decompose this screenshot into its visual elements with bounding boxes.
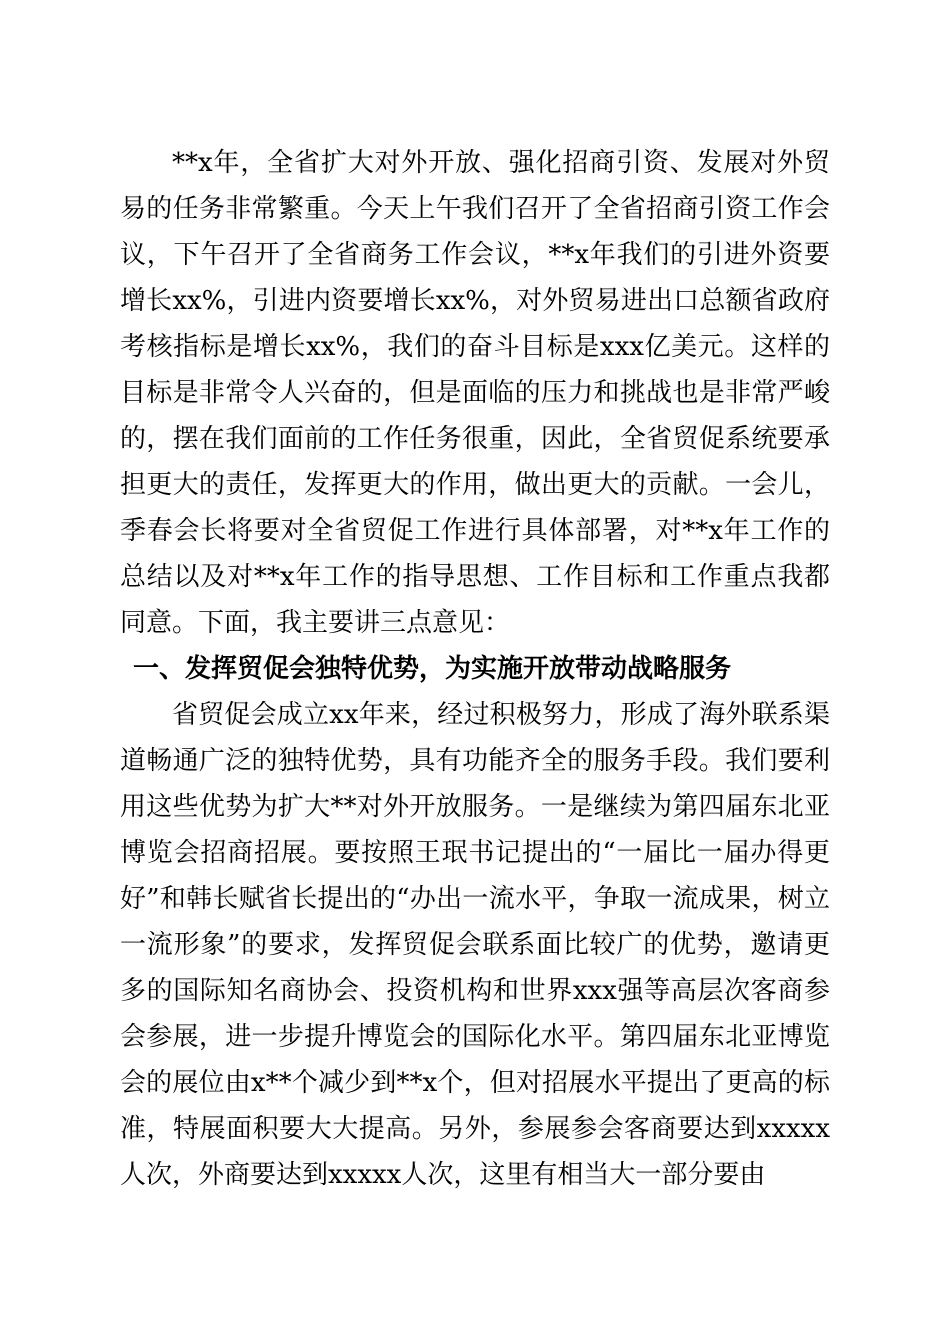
- document-body: [120, 140, 830, 1198]
- paragraph-intro: **x年，全省扩大对外开放、强化招商引资、发展对外贸易的任务非常繁重。今天上午我们召开了全省招商引资工作会议，下午召开了全省商务工作会议，**x年我们的引进外资要增长xx%，引进内资要增长xx%，对外贸易进出口总额省政府考核指标是增长xx%，我们的奋斗目标是xxx亿美元。这样的目标是非常令人兴奋的，但是面临的压力和挑战也是非常严峻的，摆在我们面前的工作任务很重，因此，全省贸促系统要承担更大的责任，发挥更大的作用，做出更大的贡献。一会儿，季春会长将要对全省贸促工作进行具体部署，对**x年工作的总结以及对**x年工作的指导思想、工作目标和工作重点我都同意。下面，我主要讲三点意见：: [120, 148, 830, 638]
- section-heading-1: 一、发挥贸促会独特优势，为实施开放带动战略服务: [133, 654, 732, 684]
- paragraph-section-1: 省贸促会成立xx年来，经过积极努力，形成了海外联系渠道畅通广泛的独特优势，具有功能齐全的服务手段。我们要利用这些优势为扩大**对外开放服务。一是继续为第四届东北亚博览会招商招展。要按照王珉书记提出的“一届比一届办得更好”和韩长赋省长提出的“办出一流水平，争取一流成果，树立一流形象”的要求，发挥贸促会联系面比较广的优势，邀请更多的国际知名商协会、投资机构和世界xxx强等高层次客商参会参展，进一步提升博览会的国际化水平。第四届东北亚博览会的展位由x**个减少到**x个，但对招展水平提出了更高的标准，特展面积要大大提高。另外，参展参会客商要达到xxxxx人次，外商要达到xxxxx人次，这里有相当大一部分要由: [120, 700, 830, 1190]
